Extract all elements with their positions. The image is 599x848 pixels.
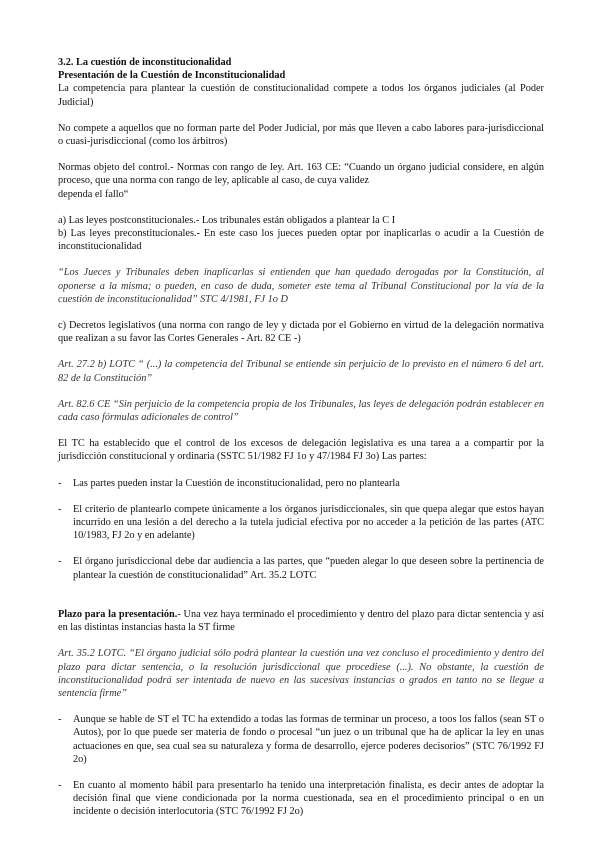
quote-stc-4-1981: “Los Jueces y Tribunales deben inaplicarlas si entienden que han quedado derogadas por la Constitución, al oponerse a la misma; o pueden, en caso de duda, someter este tema al Tribunal Constitucional por la vía de la cuestión de inconstitucionalidad” STC 4/1981, FJ 1o D bbox=[58, 267, 544, 305]
document-page bbox=[58, 56, 544, 819]
list-item: - El criterio de plantearlo compete únicamente a los órganos jurisdiccionales, sin que quepa alegar que estos hayan incurrido en una lesión a del derecho a la tutela judicial efectiva por no acceder a la petición de las partes (ATC 10/1983, FJ 2o y en adelante) bbox=[58, 503, 544, 542]
list-item: - En cuanto al momento hábil para presentarlo ha tenido una interpretación finalista, es decir antes de adoptar la decisión final que viene condicionada por la norma cuestionada, sea en el procedimiento principal o en un incidente o decisión interlocutoria (STC 76/1992 FJ 2o) bbox=[58, 779, 544, 818]
plazo-title: Plazo para la presentación. bbox=[58, 608, 178, 620]
section-subheading: Presentación de la Cuestión de Inconstitucionalidad bbox=[58, 70, 286, 82]
quote-art-82-ce: Art. 82.6 CE “Sin perjuicio de la competencia propia de los Tribunales, las leyes de delegación podrán establecer en cada caso fórmulas adicionales de control” bbox=[58, 398, 544, 424]
normas-objeto-text: Normas objeto del control.- Normas con rango de ley. Art. 163 CE: “Cuando un órgano judicial considere, en algún proceso, que una norma con rango de ley, aplicable al caso, de cuya validez bbox=[58, 162, 544, 187]
bullet-list-partes bbox=[58, 477, 544, 582]
list-leyes bbox=[58, 214, 544, 254]
list-item-a: a) Las leyes postconstitucionales.- Los tribunales están obligados a plantear la C I bbox=[58, 214, 396, 226]
normas-objeto-continuation: dependa el fallo“ bbox=[58, 188, 129, 200]
bullet-list-plazo bbox=[58, 713, 544, 818]
list-item: - Aunque se hable de ST el TC ha extendido a todas las formas de terminar un proceso, a toos los fallos (sean ST o Autos), por lo que puede ser materia de fondo o procesal “un juez o un tribunal que ha de aplicar la ley en unas actuaciones en que, sea cual sea su naturaleza y forma de desarrollo, ejerce poderes decisorios” (STC 76/1992 FJ 2o) bbox=[58, 714, 544, 765]
quote-art-27-lotc: Art. 27.2 b) LOTC “ (...) la competencia del Tribunal se entiende sin perjuicio de lo previsto en el número 6 del art. 82 de la Constitución” bbox=[58, 359, 544, 384]
plazo-text: - Una vez haya terminado el procedimiento y dentro del plazo para dictar sentencia y así en las distintas instancias hasta la ST firme bbox=[58, 608, 544, 634]
list-item-c: c) Decretos legislativos (una norma con rango de ley y dictada por el Gobierno en virtud de la delegación normativa que realizan a su favor las Cortes Generales - Art. 82 CE -) bbox=[58, 320, 544, 345]
paragraph-plazo bbox=[58, 608, 544, 634]
list-item: - Las partes pueden instar la Cuestión de inconstitucionalidad, pero no plantearla bbox=[58, 477, 400, 489]
paragraph-competencia: La competencia para plantear la cuestión de constitucionalidad compete a todos los órganos judiciales (al Poder Judicial) bbox=[58, 83, 544, 108]
paragraph-control-excesos: El TC ha establecido que el control de los excesos de delegación legislativa es una tarea a a compartir por la jurisdicción constitucional y ordinaria (SSTC 51/1982 FJ 1o y 47/1984 FJ 3o) Las partes: bbox=[58, 438, 544, 463]
paragraph-no-compete: No compete a aquellos que no forman parte del Poder Judicial, por más que lleven a cabo labores para-jurisdiccional o cuasi-jurisdiccional (como los árbitros) bbox=[58, 122, 544, 148]
list-item-b: b) Las leyes preconstitucionales.- En este caso los jueces pueden optar por inaplicarlas o acudir a la Cuestión de inconstitucionalidad bbox=[58, 228, 544, 253]
list-item: - El órgano jurisdiccional debe dar audiencia a las partes, que “pueden alegar lo que deseen sobre la pertinencia de plantear la cuestión de constitucionalidad” Art. 35.2 LOTC bbox=[58, 556, 544, 581]
section-heading: 3.2. La cuestión de inconstitucionalidad bbox=[58, 57, 232, 68]
paragraph-normas-objeto bbox=[58, 161, 544, 201]
quote-art-35-lotc: Art. 35.2 LOTC. “El órgano judicial sólo podrá plantear la cuestión una vez concluso el procedimiento y dentro del plazo para dictar sentencia, o la resolución jurisdiccional que procediese (...). No obstante, la cuestión de inconstitucionalidad podrá ser intentada de nuevo en las sucesivas instancias o grados en tanto no se llegue a sentencia firme” bbox=[58, 648, 544, 699]
